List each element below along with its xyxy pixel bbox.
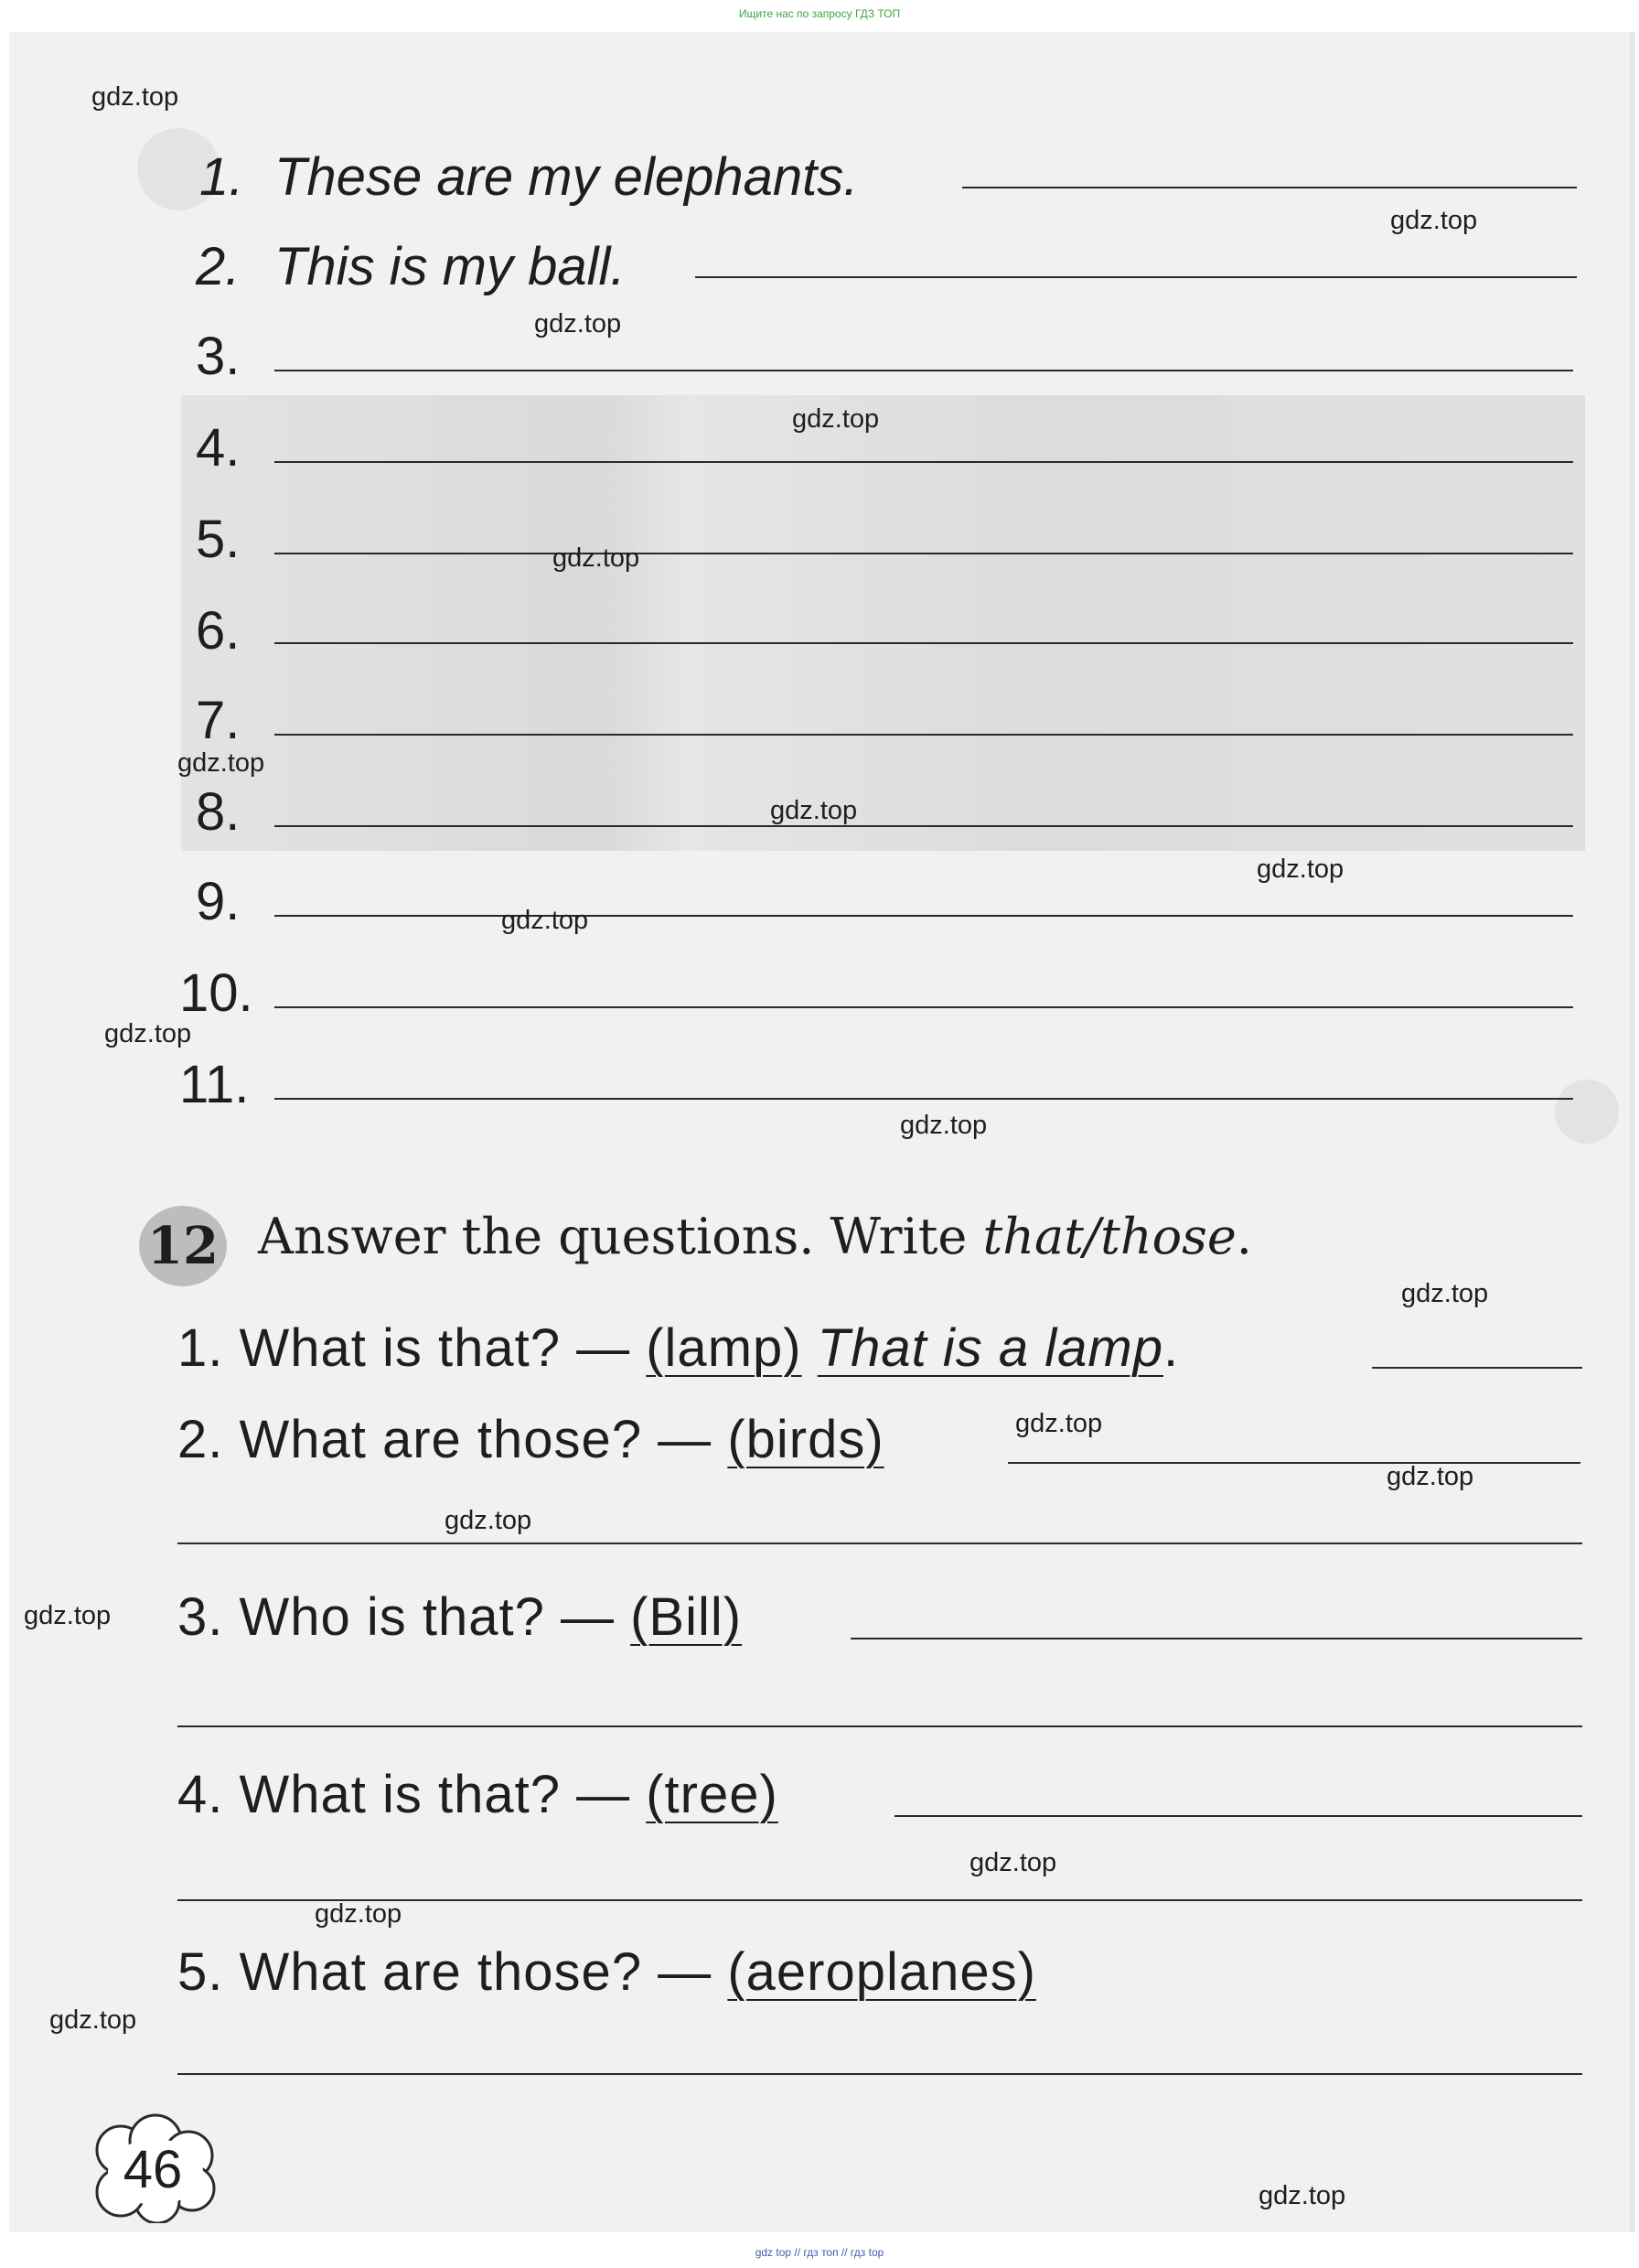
question-4 bbox=[177, 1764, 778, 1825]
question-text: What is that? — bbox=[239, 1765, 631, 1824]
writing-rule[interactable] bbox=[274, 1006, 1573, 1008]
line-number: 2. bbox=[196, 237, 241, 296]
exercise-instruction bbox=[258, 1208, 1252, 1265]
writing-rule[interactable] bbox=[274, 825, 1573, 827]
question-hint: (birds) bbox=[727, 1410, 884, 1469]
watermark: gdz.top bbox=[534, 309, 622, 339]
watermark: gdz.top bbox=[445, 1506, 532, 1535]
question-text: What is that? — bbox=[239, 1318, 631, 1378]
line-number: 1. bbox=[199, 147, 244, 207]
page-number-badge bbox=[84, 2113, 221, 2223]
watermark: gdz.top bbox=[552, 543, 640, 573]
given-sentence: These are my elephants. bbox=[274, 147, 859, 207]
bottom-banner: gdz top // гдз топ // гдз top bbox=[755, 2246, 884, 2259]
question-text: What are those? — bbox=[239, 1942, 712, 2002]
writing-rule[interactable] bbox=[274, 734, 1573, 736]
question-text: Who is that? — bbox=[239, 1587, 615, 1647]
question-2 bbox=[177, 1409, 884, 1470]
sample-answer: That is a lamp bbox=[817, 1318, 1163, 1378]
exercise-number-badge bbox=[139, 1206, 227, 1286]
watermark: gdz.top bbox=[24, 1601, 112, 1630]
writing-rule[interactable] bbox=[177, 1725, 1582, 1727]
question-number: 5. bbox=[177, 1942, 224, 2002]
line-number: 3. bbox=[196, 327, 241, 386]
watermark: gdz.top bbox=[770, 796, 858, 825]
exercise-number: 12 bbox=[147, 1216, 219, 1276]
question-number: 3. bbox=[177, 1587, 224, 1647]
instruction-end: . bbox=[1236, 1208, 1252, 1265]
watermark: gdz.top bbox=[1257, 855, 1344, 884]
watermark: gdz.top bbox=[969, 1848, 1057, 1877]
watermark: gdz.top bbox=[1401, 1279, 1489, 1308]
question-1: 1. What is that? — (lamp) That is a lamp. bbox=[177, 1318, 1180, 1378]
line-number: 4. bbox=[196, 418, 241, 478]
page-number: 46 bbox=[123, 2140, 183, 2199]
watermark: gdz.top bbox=[501, 906, 589, 935]
writing-rule[interactable] bbox=[177, 1542, 1582, 1544]
question-number: 2. bbox=[177, 1410, 224, 1469]
writing-rule[interactable] bbox=[274, 1098, 1573, 1100]
watermark: gdz.top bbox=[91, 82, 179, 112]
watermark: gdz.top bbox=[900, 1111, 988, 1140]
watermark: gdz.top bbox=[1259, 2181, 1346, 2210]
instruction-italic: that/those bbox=[982, 1208, 1237, 1265]
watermark: gdz.top bbox=[1390, 206, 1478, 235]
line-number: 10. bbox=[179, 963, 253, 1023]
question-hint: (tree) bbox=[646, 1765, 778, 1824]
question-number: 4. bbox=[177, 1765, 224, 1824]
writing-rule[interactable] bbox=[695, 276, 1577, 278]
watermark: gdz.top bbox=[104, 1019, 192, 1048]
question-hint: (Bill) bbox=[630, 1587, 743, 1647]
line-number: 7. bbox=[196, 691, 241, 750]
writing-rule[interactable] bbox=[1372, 1367, 1582, 1369]
watermark: gdz.top bbox=[315, 1899, 402, 1929]
question-5 bbox=[177, 1941, 1036, 2003]
question-text: What are those? — bbox=[239, 1410, 712, 1469]
line-number: 8. bbox=[196, 782, 241, 842]
question-3 bbox=[177, 1586, 742, 1648]
watermark: gdz.top bbox=[792, 404, 880, 434]
line-number: 6. bbox=[196, 601, 241, 661]
line-number: 5. bbox=[196, 510, 241, 569]
writing-rule[interactable] bbox=[274, 553, 1573, 554]
watermark: gdz.top bbox=[1015, 1409, 1103, 1438]
question-number: 1. bbox=[177, 1318, 224, 1378]
question-hint: (lamp) bbox=[646, 1318, 802, 1378]
question-hint: (aeroplanes) bbox=[727, 1942, 1036, 2002]
writing-rule[interactable] bbox=[274, 370, 1573, 371]
writing-rule[interactable] bbox=[962, 187, 1577, 188]
writing-rule[interactable] bbox=[274, 915, 1573, 917]
writing-rule[interactable] bbox=[1008, 1462, 1580, 1464]
writing-rule[interactable] bbox=[274, 461, 1573, 463]
writing-rule[interactable] bbox=[894, 1815, 1582, 1817]
line-number: 9. bbox=[196, 872, 241, 931]
line-number: 11. bbox=[179, 1055, 250, 1114]
writing-rule[interactable] bbox=[177, 2073, 1582, 2075]
writing-rule[interactable] bbox=[274, 642, 1573, 644]
watermark: gdz.top bbox=[49, 2005, 137, 2035]
bleed-through-circle bbox=[1555, 1080, 1619, 1144]
given-sentence: This is my ball. bbox=[274, 237, 626, 296]
watermark: gdz.top bbox=[177, 748, 265, 778]
writing-rule[interactable] bbox=[851, 1638, 1582, 1639]
watermark: gdz.top bbox=[1387, 1462, 1474, 1491]
top-banner: Ищите нас по запросу ГДЗ ТОП bbox=[738, 7, 901, 20]
instruction-text: Answer the questions. Write bbox=[258, 1208, 983, 1265]
workbook-page bbox=[9, 32, 1635, 2232]
bleed-through-photo bbox=[181, 395, 1585, 851]
